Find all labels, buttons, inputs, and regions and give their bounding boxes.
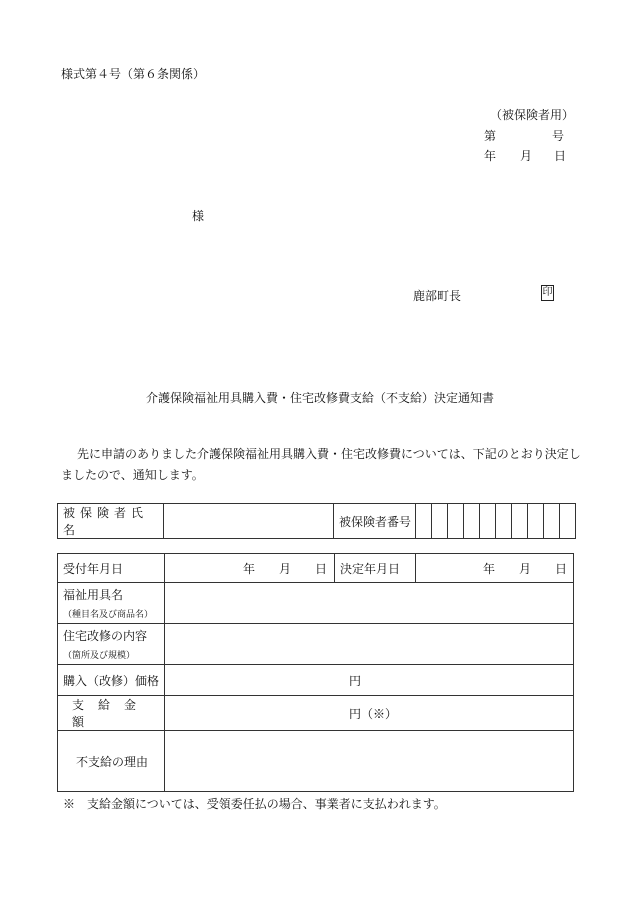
insured-number-label: 被保険者番号	[334, 504, 416, 539]
date-month: 月	[520, 149, 533, 163]
renovation-sub-label: （箇所及び規模）	[63, 651, 136, 661]
date-year: 年	[484, 149, 497, 163]
received-date-field[interactable]	[165, 554, 335, 583]
insured-number-digit[interactable]	[464, 504, 480, 539]
equipment-sub-label: （種目名及び商品名）	[63, 610, 154, 620]
doc-number-prefix: 第	[484, 129, 497, 143]
body-text-line-2: ましたので、通知します。	[61, 468, 204, 482]
insured-number-digit[interactable]	[544, 504, 560, 539]
document-title: 介護保険福祉用具購入費・住宅改修費支給（不支給）決定通知書	[146, 391, 495, 405]
form-number: 様式第４号（第６条関係）	[61, 67, 206, 81]
received-date-label: 受付年月日	[58, 554, 165, 583]
insured-number-digit[interactable]	[560, 504, 576, 539]
decision-month: 月	[519, 561, 532, 576]
insured-number-digit[interactable]	[528, 504, 544, 539]
price-label: 購入（改修）価格	[58, 665, 165, 696]
insured-number-digit[interactable]	[416, 504, 432, 539]
decision-year: 年	[483, 561, 496, 576]
renovation-label-cell	[58, 624, 165, 665]
payment-unit: 円（※）	[349, 706, 398, 721]
decision-day: 日	[555, 561, 568, 576]
nonpayment-field[interactable]	[165, 731, 574, 792]
seal-mark: 印	[541, 285, 554, 301]
body-text-line-1: 先に申請のありました介護保険福祉用具購入費・住宅改修費については、下記のとおり決定し	[77, 447, 581, 461]
addressee-honorific: 様	[192, 209, 205, 223]
recipient-type: （被保険者用）	[490, 108, 575, 122]
payment-label: 支給金額	[58, 696, 165, 731]
received-month: 月	[279, 561, 292, 576]
received-day: 日	[315, 561, 328, 576]
insured-name-field[interactable]	[164, 504, 334, 539]
nonpayment-label: 不支給の理由	[58, 731, 165, 792]
received-year: 年	[243, 561, 256, 576]
renovation-label: 住宅改修の内容	[63, 629, 148, 643]
payment-field[interactable]	[165, 696, 574, 731]
price-field[interactable]	[165, 665, 574, 696]
insured-number-digit[interactable]	[480, 504, 496, 539]
doc-number-suffix: 号	[552, 129, 565, 143]
issuer: 鹿部町長	[413, 289, 462, 303]
insured-number-digit[interactable]	[512, 504, 528, 539]
insured-number-digit[interactable]	[432, 504, 448, 539]
insured-number-digit[interactable]	[448, 504, 464, 539]
equipment-label: 福祉用具名	[63, 588, 124, 602]
insured-info-table	[57, 503, 576, 539]
decision-details-table	[57, 553, 574, 792]
footnote: ※ 支給金額については、受領委任払の場合、事業者に支払われます。	[63, 797, 446, 811]
decision-date-label: 決定年月日	[335, 554, 416, 583]
equipment-field[interactable]	[165, 583, 574, 624]
decision-date-field[interactable]	[416, 554, 574, 583]
equipment-label-cell	[58, 583, 165, 624]
renovation-field[interactable]	[165, 624, 574, 665]
insured-name-label: 被保険者氏名	[58, 504, 164, 539]
insured-number-digit[interactable]	[496, 504, 512, 539]
price-unit: 円	[349, 673, 362, 688]
date-day: 日	[554, 149, 567, 163]
